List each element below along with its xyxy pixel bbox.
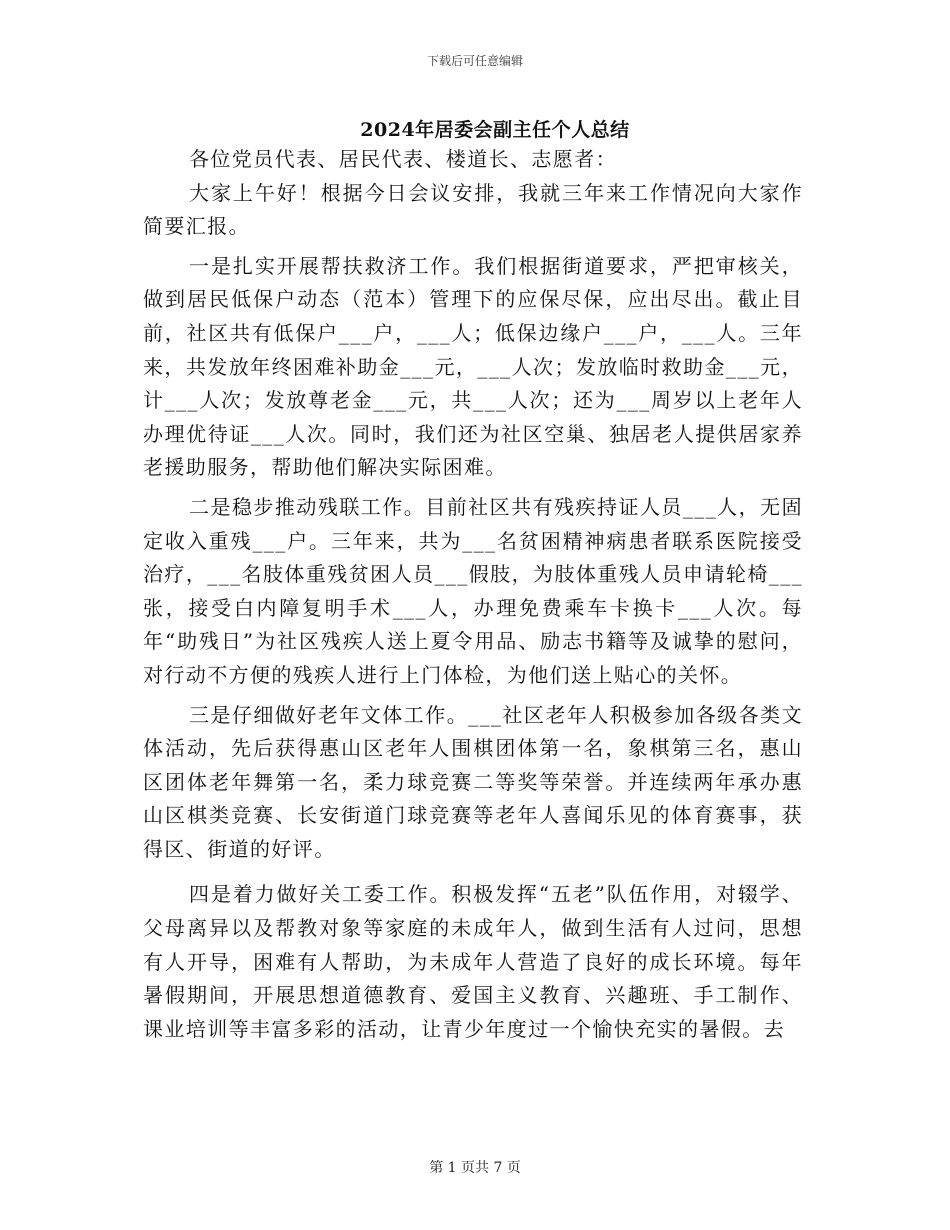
page-header-note: 下载后可任意编辑 — [426, 54, 523, 68]
document-body — [143, 143, 803, 1046]
elderly-culture-paragraph: 三是仔细做好老年文体工作。___社区老年人积极参加各级各类文体活动，先后获得惠山区老年人围棋团体第一名，象棋第三名，惠山区团体老年舞第一名，柔力球竞赛二等奖等荣誉。并连续两年承办惠山区棋类竞赛、长安街道门球竞赛等老年人喜闻乐见的体育赛事，获得区、街道的好评。 — [143, 702, 803, 861]
page-number-footer: 第 1 页共 7 页 — [429, 1160, 521, 1176]
youth-care-paragraph: 四是着力做好关工委工作。积极发挥“五老”队伍作用，对辍学、父母离异以及帮教对象等家庭的未成年人，做到生活有人过问，思想有人开导，困难有人帮助，为未成年人营造了良好的成长环境。每年暑假期间，开展思想道德教育、爱国主义教育、兴趣班、手工制作、课业培训等丰富多彩的活动，让青少年度过一个愉快充实的暑假。去 — [143, 882, 803, 1041]
salutation-paragraph: 各位党员代表、居民代表、楼道长、志愿者： — [189, 147, 617, 171]
disability-work-paragraph: 二是稳步推动残联工作。目前社区共有残疾持证人员___人，无固定收入重残___户。三年来，共为___名贫困精神病患者联系医院接受治疗，___名肢体重残贫困人员___假肢，为肢体重残人员申请轮椅___张，接受白内障复明手术___人，办理免费乘车卡换卡___人次。每年“助残日”为社区残疾人送上夏令用品、励志书籍等及诚挚的慰问，对行动不方便的残疾人进行上门体检，为他们送上贴心的关怀。 — [143, 494, 803, 687]
document-title: 2024年居委会副主任个人总结 — [360, 119, 630, 141]
relief-work-paragraph: 一是扎实开展帮扶救济工作。我们根据街道要求，严把审核关，做到居民低保户动态（范本）管理下的应保尽保，应出尽出。截止目前，社区共有低保户___户，___人；低保边缘户___户，___人。三年来，共发放年终困难补助金___元，___人次；发放临时救助金___元，计___人次；发放尊老金___元，共___人次；还为___周岁以上老年人办理优待证___人次。同时，我们还为社区空巢、独居老人提供居家养老援助服务，帮助他们解决实际困难。 — [143, 253, 803, 480]
opening-paragraph: 大家上午好！根据今日会议安排，我就三年来工作情况向大家作简要汇报。 — [143, 180, 803, 239]
